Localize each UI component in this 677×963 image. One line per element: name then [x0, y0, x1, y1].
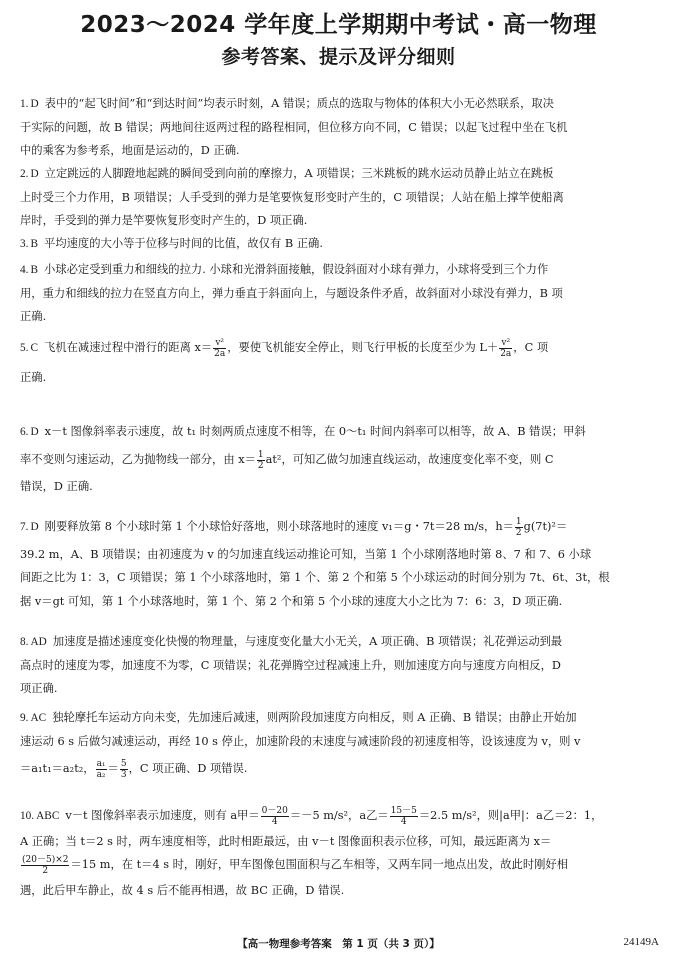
answer-item-3	[20, 232, 660, 256]
footer-code: 24149A	[623, 936, 659, 948]
answer-line	[20, 706, 660, 730]
answer-choice: D	[30, 98, 39, 110]
answer-text: x－t 图像斜率表示速度，故 t₁ 时刻两质点速度不相等，在 0～t₁ 时间内斜率可以相等，故 A、B 错误；甲斜	[44, 425, 586, 438]
answer-text: ，C 项正确、D 项错误.	[128, 762, 248, 776]
answer-item-1	[20, 92, 660, 163]
fraction-numerator: 5	[120, 758, 127, 769]
answer-number: 2.	[20, 168, 29, 180]
fraction-numerator: v²	[213, 338, 226, 349]
fraction	[21, 855, 69, 876]
page-title: 2023～2024 学年度上学期期中考试・高一物理	[80, 12, 597, 38]
answer-line: 上时受三个力作用，B 项错误；人手受到的弹力是笔要恢复形变时产生的，C 项错误；人站在船上撑竿使船离	[20, 191, 564, 205]
answer-text: 飞机在减速过程中滑行的距离 x＝	[44, 341, 213, 354]
answer-text: ＝－5 m/s²，a乙＝	[289, 809, 389, 822]
answer-line: 39.2 m，A、B 项错误；由初速度为 v 的匀加速直线运动推论可知，当第 1 个小球刚落地时第 8、7 和 7、6 小球	[20, 548, 592, 562]
answer-text: 刚要释放第 8 个小球时第 1 个小球恰好落地，则小球落地时的速度 v₁＝g・7t＝28 m/s，h＝	[44, 520, 514, 533]
answer-number: 6.	[20, 426, 29, 438]
answer-item-8	[20, 630, 660, 701]
answer-line	[20, 757, 660, 780]
answer-line: 正确.	[20, 310, 47, 324]
answer-choice: D	[30, 168, 39, 180]
answer-line: 于实际的问题，故 B 错误；两地间往返两过程的路程相同，但位移方向不同，C 错误；以起飞过程中坐在飞机	[20, 121, 568, 135]
fraction-numerator: 1	[515, 516, 522, 527]
answer-line	[20, 336, 660, 360]
answer-item-9	[20, 706, 660, 781]
answer-number: 1.	[20, 98, 29, 110]
answer-line	[20, 92, 660, 116]
answer-line	[20, 804, 660, 828]
answer-choice: ABC	[36, 810, 60, 822]
fraction	[390, 806, 418, 827]
fraction-denominator: 2	[515, 527, 522, 538]
answer-line: 中的乘客为参考系，地面是运动的，D 正确.	[20, 144, 240, 158]
answer-number: 7.	[20, 521, 29, 533]
answer-line	[20, 420, 660, 444]
fraction	[499, 338, 512, 359]
fraction-numerator: a₁	[96, 758, 106, 769]
answer-line	[20, 515, 660, 539]
answer-choice: B	[30, 238, 39, 250]
answer-text: ＝2.5 m/s²，则|a甲|：a乙＝2：1，	[418, 809, 603, 822]
answer-line: 项正确.	[20, 682, 58, 696]
answer-line: 岸时，手受到的弹力是竿要恢复形变时产生的，D 项正确.	[20, 214, 308, 228]
answer-number: 5.	[20, 342, 29, 354]
answer-text: ，要使飞机能安全停止，则飞行甲板的长度至少为 L＋	[227, 341, 499, 354]
answer-text: at²，可知乙做匀加速直线运动，故速度变化率不变，则 C	[265, 453, 554, 467]
answer-text: 表中的“起飞时间”和“到达时间”均表示时刻，A 错误；质点的选取与物体的体积大小无必然联系，取决	[44, 97, 554, 110]
answer-line: 据 v＝gt 可知，第 1 个小球落地时，第 1 个、第 2 个和第 5 个小球的速度大小之比为 7：6：3，D 项正确.	[20, 594, 563, 608]
answer-line: 高点时的速度为零，加速度不为零，C 项错误；礼花弹腾空过程减速上升，则加速度方向与速度方向相反，D	[20, 659, 561, 673]
answer-line: 用，重力和细线的拉力在竖直方向上，弹力垂直于斜面向上，与题设条件矛盾，故斜面对小球没有弹力，B 项	[20, 287, 563, 301]
fraction-denominator: 4	[271, 816, 278, 827]
answer-text: 立定跳远的人脚蹬地起跳的瞬间受到向前的摩擦力，A 项错误；三米跳板的跳水运动员静止站立在跳板	[44, 167, 554, 180]
fraction	[96, 759, 107, 780]
answer-text: v－t 图像斜率表示加速度，则有 a甲＝	[65, 809, 260, 822]
fraction-numerator: v²	[499, 338, 512, 349]
answer-line: 速运动 6 s 后做匀减速运动，再经 10 s 停止，加速阶段的末速度与减速阶段的初速度相等，设该速度为 v，则 v	[20, 735, 581, 749]
answer-line	[20, 630, 660, 654]
fraction-denominator: 4	[400, 816, 407, 827]
answer-choice: B	[30, 264, 39, 276]
answer-line	[20, 162, 660, 186]
answer-text: ＝a₁t₁＝a₂t₂，	[20, 762, 95, 776]
answer-text: ＝15 m，在 t＝4 s 时，刚好，甲车图像包围面积与乙车相等，又两车同一地点出发，故此时刚好相	[70, 858, 569, 872]
answer-line: 错误，D 正确.	[20, 480, 93, 494]
answer-line	[20, 232, 660, 256]
answer-item-10	[20, 804, 660, 902]
answer-item-5	[20, 336, 660, 389]
answer-text: 加速度是描述速度变化快慢的物理量，与速度变化量大小无关，A 项正确、B 项错误；礼花弹运动到最	[52, 635, 563, 648]
answer-text: ，C 项	[513, 341, 549, 354]
fraction-numerator: 0－20	[261, 805, 288, 816]
answer-number: 4.	[20, 264, 29, 276]
answer-choice: AC	[30, 712, 47, 724]
fraction-numerator: 15－5	[390, 805, 417, 816]
answer-text: 小球必定受到重力和细线的拉力. 小球和光滑斜面接触，假设斜面对小球有弹力，小球将受到三个力作	[44, 263, 549, 276]
answer-line	[20, 258, 660, 282]
answer-choice: C	[30, 342, 39, 354]
answer-choice: D	[30, 521, 39, 533]
answer-line: 间距之比为 1：3，C 项错误；第 1 个小球落地时，第 1 个、第 2 个和第 5 个小球运动的时间分别为 7t、6t、3t，根	[20, 571, 610, 585]
answer-choice: AD	[30, 636, 47, 648]
answer-item-7	[20, 515, 660, 613]
answer-number: 10.	[20, 810, 35, 822]
footer-page-label: 【高一物理参考答案 第 1 页（共 3 页）】	[237, 938, 440, 950]
answer-item-6	[20, 420, 660, 499]
fraction	[261, 806, 289, 827]
fraction-denominator: 3	[120, 769, 127, 780]
page-subtitle: 参考答案、提示及评分细则	[221, 46, 456, 68]
answer-text: 平均速度的大小等于位移与时间的比值，故仅有 B 正确.	[44, 237, 323, 250]
fraction	[515, 517, 523, 538]
answer-text: 率不变则匀速运动，乙为抛物线一部分，由 x＝	[20, 453, 256, 467]
answer-choice: D	[30, 426, 39, 438]
fraction-numerator: 1	[257, 449, 264, 460]
fraction-denominator: 2a	[214, 348, 226, 359]
answer-item-4	[20, 258, 660, 329]
answer-line: A 正确；当 t＝2 s 时，两车速度相等，此时相距最远，由 v－t 图像面积表示位移，可知，最远距离为 x＝	[20, 835, 552, 849]
fraction-numerator: (20－5)×2	[22, 854, 69, 865]
answer-item-2	[20, 162, 660, 233]
answer-line	[20, 853, 660, 876]
fraction	[120, 759, 128, 780]
answer-line: 正确.	[20, 371, 47, 385]
fraction-denominator: 2	[42, 865, 49, 876]
fraction-denominator: 2	[257, 460, 264, 471]
answer-text: ＝	[107, 762, 119, 776]
answer-number: 8.	[20, 636, 29, 648]
answer-line: 遇，此后甲车静止，故 4 s 后不能再相遇，故 BC 正确，D 错误.	[20, 883, 345, 897]
fraction	[213, 338, 226, 359]
answer-line	[20, 448, 660, 471]
answer-text: 独轮摩托车运动方向未变，先加速后减速，则两阶段加速度方向相反，则 A 正确、B 错误；由静止开始加	[52, 711, 577, 724]
fraction-denominator: 2a	[500, 348, 512, 359]
answer-text: g(7t)²＝	[523, 520, 568, 533]
fraction-denominator: a₂	[96, 769, 106, 780]
fraction	[257, 450, 265, 471]
answer-number: 9.	[20, 712, 29, 724]
answer-number: 3.	[20, 238, 29, 250]
